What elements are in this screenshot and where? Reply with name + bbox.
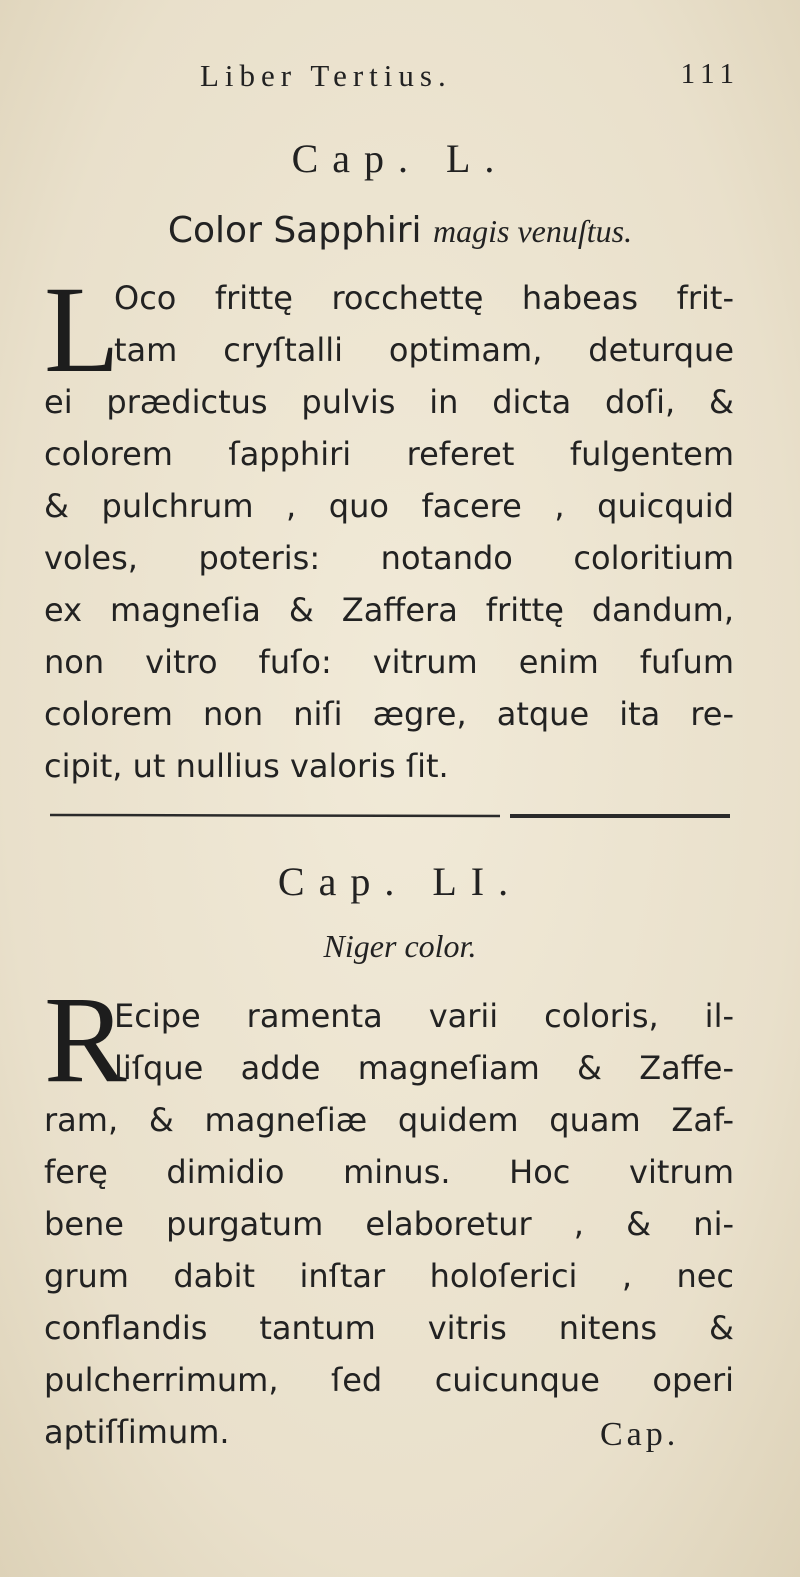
text-line: ei prædictus pulvis in dicta doſi, & <box>44 383 734 421</box>
text-line: voles, poteris: notando coloritium <box>44 539 734 577</box>
subtitle-italic: Niger color. <box>323 928 477 964</box>
running-head <box>200 58 740 98</box>
chapter-heading-50: Cap. L. <box>291 136 509 181</box>
subtitle-italic: magis venuſtus. <box>433 213 633 249</box>
text-line: bene purgatum elaboretur , & ni- <box>44 1205 734 1243</box>
catchword: Cap. <box>600 1416 680 1453</box>
text-line: ferę dimidio minus. Hoc vitrum <box>44 1153 734 1191</box>
text-line: liſque adde magneſiam & Zaffe- <box>114 1049 734 1087</box>
text-line: grum dabit inſtar holoſerici , nec <box>44 1257 734 1295</box>
text-line: conflandis tantum vitris nitens & <box>44 1309 734 1347</box>
text-line: Ecipe ramenta varii coloris, il- <box>114 997 734 1035</box>
page-number: 111 <box>680 58 740 90</box>
text-line: cipit, ut nullius valoris ſit. <box>44 747 449 785</box>
dropcap-letter: L <box>44 261 120 398</box>
text-line: aptiſſimum. <box>44 1413 230 1451</box>
text-line: non vitro fuſo: vitrum enim fuſum <box>44 643 734 681</box>
subtitle-plain: Color Sapphiri <box>167 210 422 251</box>
text-line: colorem ſapphiri referet fulgentem <box>44 435 734 473</box>
section-divider-rule <box>50 810 730 822</box>
chapter-body-50 <box>44 272 734 792</box>
text-line: colorem non niſi ægre, atque ita re- <box>44 695 734 733</box>
running-title: Liber Tertius. <box>200 58 452 93</box>
chapter-body-51 <box>44 990 734 1458</box>
text-line: tam cryſtalli optimam, deturque <box>114 331 734 369</box>
chapter-subtitle-50 <box>0 210 800 251</box>
text-line: ram, & magneſiæ quidem quam Zaf- <box>44 1101 734 1139</box>
text-line: & pulchrum , quo facere , quicquid <box>44 487 734 525</box>
text-line: Oco frittę rocchettę habeas frit- <box>114 279 734 317</box>
text-line: pulcherrimum, ſed cuicunque operi <box>44 1361 734 1399</box>
chapter-heading-51: Cap. LI. <box>277 859 523 904</box>
text-line: ex magneſia & Zaffera frittę dandum, <box>44 591 734 629</box>
dropcap-letter: R <box>44 971 127 1108</box>
chapter-subtitle-51 <box>0 925 800 966</box>
